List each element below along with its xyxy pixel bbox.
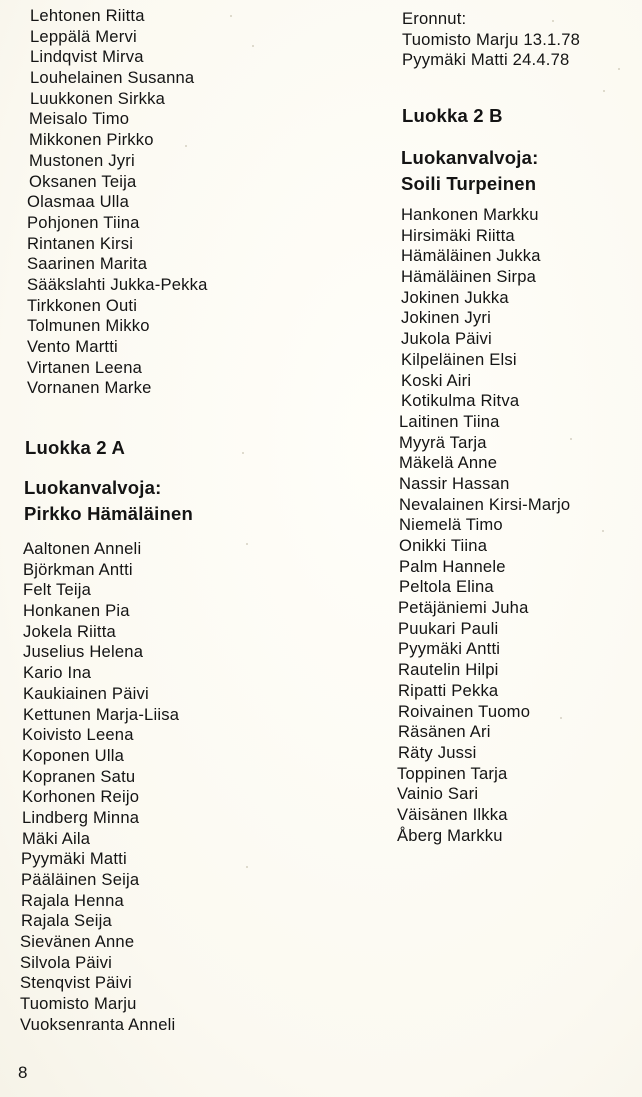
student-name: Lindberg Minna <box>22 807 140 827</box>
student-name: Aaltonen Anneli <box>23 539 142 558</box>
scan-speck <box>602 530 604 532</box>
class-2b-teacher-block <box>401 145 538 197</box>
class-2a-heading: Luokka 2 A <box>25 437 126 458</box>
student-name: Vento Martti <box>27 337 118 356</box>
student-name: Pyymäki Matti <box>21 849 127 869</box>
student-name: Hämäläinen Jukka <box>401 246 541 266</box>
continued-name-list <box>27 6 208 399</box>
student-name: Rajala Seija <box>21 911 112 931</box>
student-name: Myyrä Tarja <box>399 432 487 452</box>
student-name: Laitinen Tiina <box>399 411 500 431</box>
student-name: Lehtonen Riitta <box>30 6 145 25</box>
student-name: Nevalainen Kirsi-Marjo <box>399 494 571 514</box>
student-name: Sievänen Anne <box>20 932 135 952</box>
student-name: Vuoksenranta Anneli <box>20 1014 176 1034</box>
scan-speck <box>618 68 620 70</box>
student-name: Sääkslahti Jukka-Pekka <box>27 274 208 294</box>
student-name: Rintanen Kirsi <box>27 233 134 253</box>
student-name: Kario Ina <box>23 663 92 683</box>
student-name: Väisänen Ilkka <box>397 804 508 824</box>
student-name: Jukola Päivi <box>401 329 492 349</box>
scan-speck <box>552 20 554 22</box>
class-2b-heading: Luokka 2 B <box>402 105 503 126</box>
student-name: Vornanen Marke <box>27 378 152 398</box>
student-name: Saarinen Marita <box>27 254 148 274</box>
scan-speck <box>246 866 248 868</box>
student-name: Silvola Päivi <box>20 952 113 972</box>
student-name: Juselius Helena <box>23 642 144 662</box>
student-name: Oksanen Teija <box>29 171 137 191</box>
student-name: Olasmaa Ulla <box>27 192 129 212</box>
student-name: Koski Airi <box>401 370 472 390</box>
student-name: Pääläinen Seija <box>21 870 140 889</box>
student-name: Louhelainen Susanna <box>30 68 195 88</box>
student-name: Felt Teija <box>23 580 92 600</box>
scan-speck <box>570 438 572 440</box>
student-name: Nassir Hassan <box>399 473 510 493</box>
student-name: Jokela Riitta <box>23 621 116 641</box>
student-name: Kettunen Marja-Liisa <box>23 704 180 724</box>
student-name: Honkanen Pia <box>23 601 130 621</box>
withdrawn-entry: Pyymäki Matti 24.4.78 <box>402 50 570 70</box>
student-name: Virtanen Leena <box>27 357 143 377</box>
student-name: Koivisto Leena <box>22 725 134 745</box>
class-2b-student-list <box>397 205 571 846</box>
student-name: Räty Jussi <box>398 742 477 762</box>
student-name: Björkman Antti <box>23 559 133 579</box>
class-2b-teacher-label: Luokanvalvoja: <box>401 147 539 168</box>
student-name: Kaukiainen Päivi <box>23 683 149 703</box>
withdrawn-students-block <box>402 9 580 71</box>
student-name: Koponen Ulla <box>22 745 125 765</box>
student-name: Tolmunen Mikko <box>27 316 150 336</box>
student-name: Leppälä Mervi <box>30 26 137 46</box>
student-name: Vainio Sari <box>397 784 479 804</box>
student-name: Petäjäniemi Juha <box>398 598 529 618</box>
student-name: Meisalo Timo <box>29 109 130 129</box>
student-name: Jokinen Jukka <box>401 287 509 307</box>
student-name: Lindqvist Mirva <box>30 47 144 67</box>
student-name: Peltola Elina <box>399 577 494 597</box>
student-name: Kotikulma Ritva <box>401 391 520 411</box>
student-name: Mäki Aila <box>22 828 91 848</box>
student-name: Roivainen Tuomo <box>398 701 531 721</box>
student-name: Onikki Tiina <box>399 536 488 555</box>
scan-speck <box>560 717 562 719</box>
student-name: Hirsimäki Riitta <box>401 225 515 245</box>
student-name: Pohjonen Tiina <box>27 212 140 232</box>
student-name: Ripatti Pekka <box>398 680 499 700</box>
student-name: Palm Hannele <box>399 556 506 576</box>
withdrawn-entry: Tuomisto Marju 13.1.78 <box>402 29 581 49</box>
student-name: Hankonen Markku <box>401 205 539 224</box>
student-name: Pyymäki Antti <box>398 639 501 659</box>
student-name: Rautelin Hilpi <box>398 660 499 680</box>
student-name: Mäkelä Anne <box>399 453 498 473</box>
student-name: Hämäläinen Sirpa <box>401 267 537 287</box>
student-name: Tuomisto Marju <box>20 994 137 1014</box>
student-name: Kilpeläinen Elsi <box>401 349 517 369</box>
class-2a-teacher-block <box>24 475 193 527</box>
page-number: 8 <box>18 1063 28 1082</box>
student-name: Kopranen Satu <box>22 766 136 786</box>
withdrawn-label: Eronnut: <box>402 9 467 28</box>
student-name: Räsänen Ari <box>398 722 491 742</box>
student-name: Jokinen Jyri <box>401 308 492 328</box>
student-name: Korhonen Reijo <box>22 787 140 807</box>
class-2a-teacher-name: Pirkko Hämäläinen <box>24 503 193 524</box>
scan-speck <box>246 543 248 545</box>
scan-speck <box>603 90 605 92</box>
class-2a-student-list <box>20 539 180 1036</box>
class-2b-teacher-name: Soili Turpeinen <box>401 173 537 194</box>
student-name: Rajala Henna <box>21 890 124 910</box>
scan-speck <box>242 452 244 454</box>
student-name: Mustonen Jyri <box>29 150 135 170</box>
scan-speck <box>252 45 254 47</box>
scan-speck <box>185 145 187 147</box>
student-name: Tirkkonen Outi <box>27 295 138 315</box>
student-name: Toppinen Tarja <box>397 763 508 783</box>
student-name: Mikkonen Pirkko <box>29 130 154 150</box>
student-name: Åberg Markku <box>397 825 503 845</box>
class-2a-teacher-label: Luokanvalvoja: <box>24 477 162 498</box>
scan-speck <box>230 15 232 17</box>
student-name: Luukkonen Sirkka <box>30 88 166 108</box>
student-name: Stenqvist Päivi <box>20 973 132 993</box>
student-name: Niemelä Timo <box>399 515 503 535</box>
student-name: Puukari Pauli <box>398 618 499 638</box>
